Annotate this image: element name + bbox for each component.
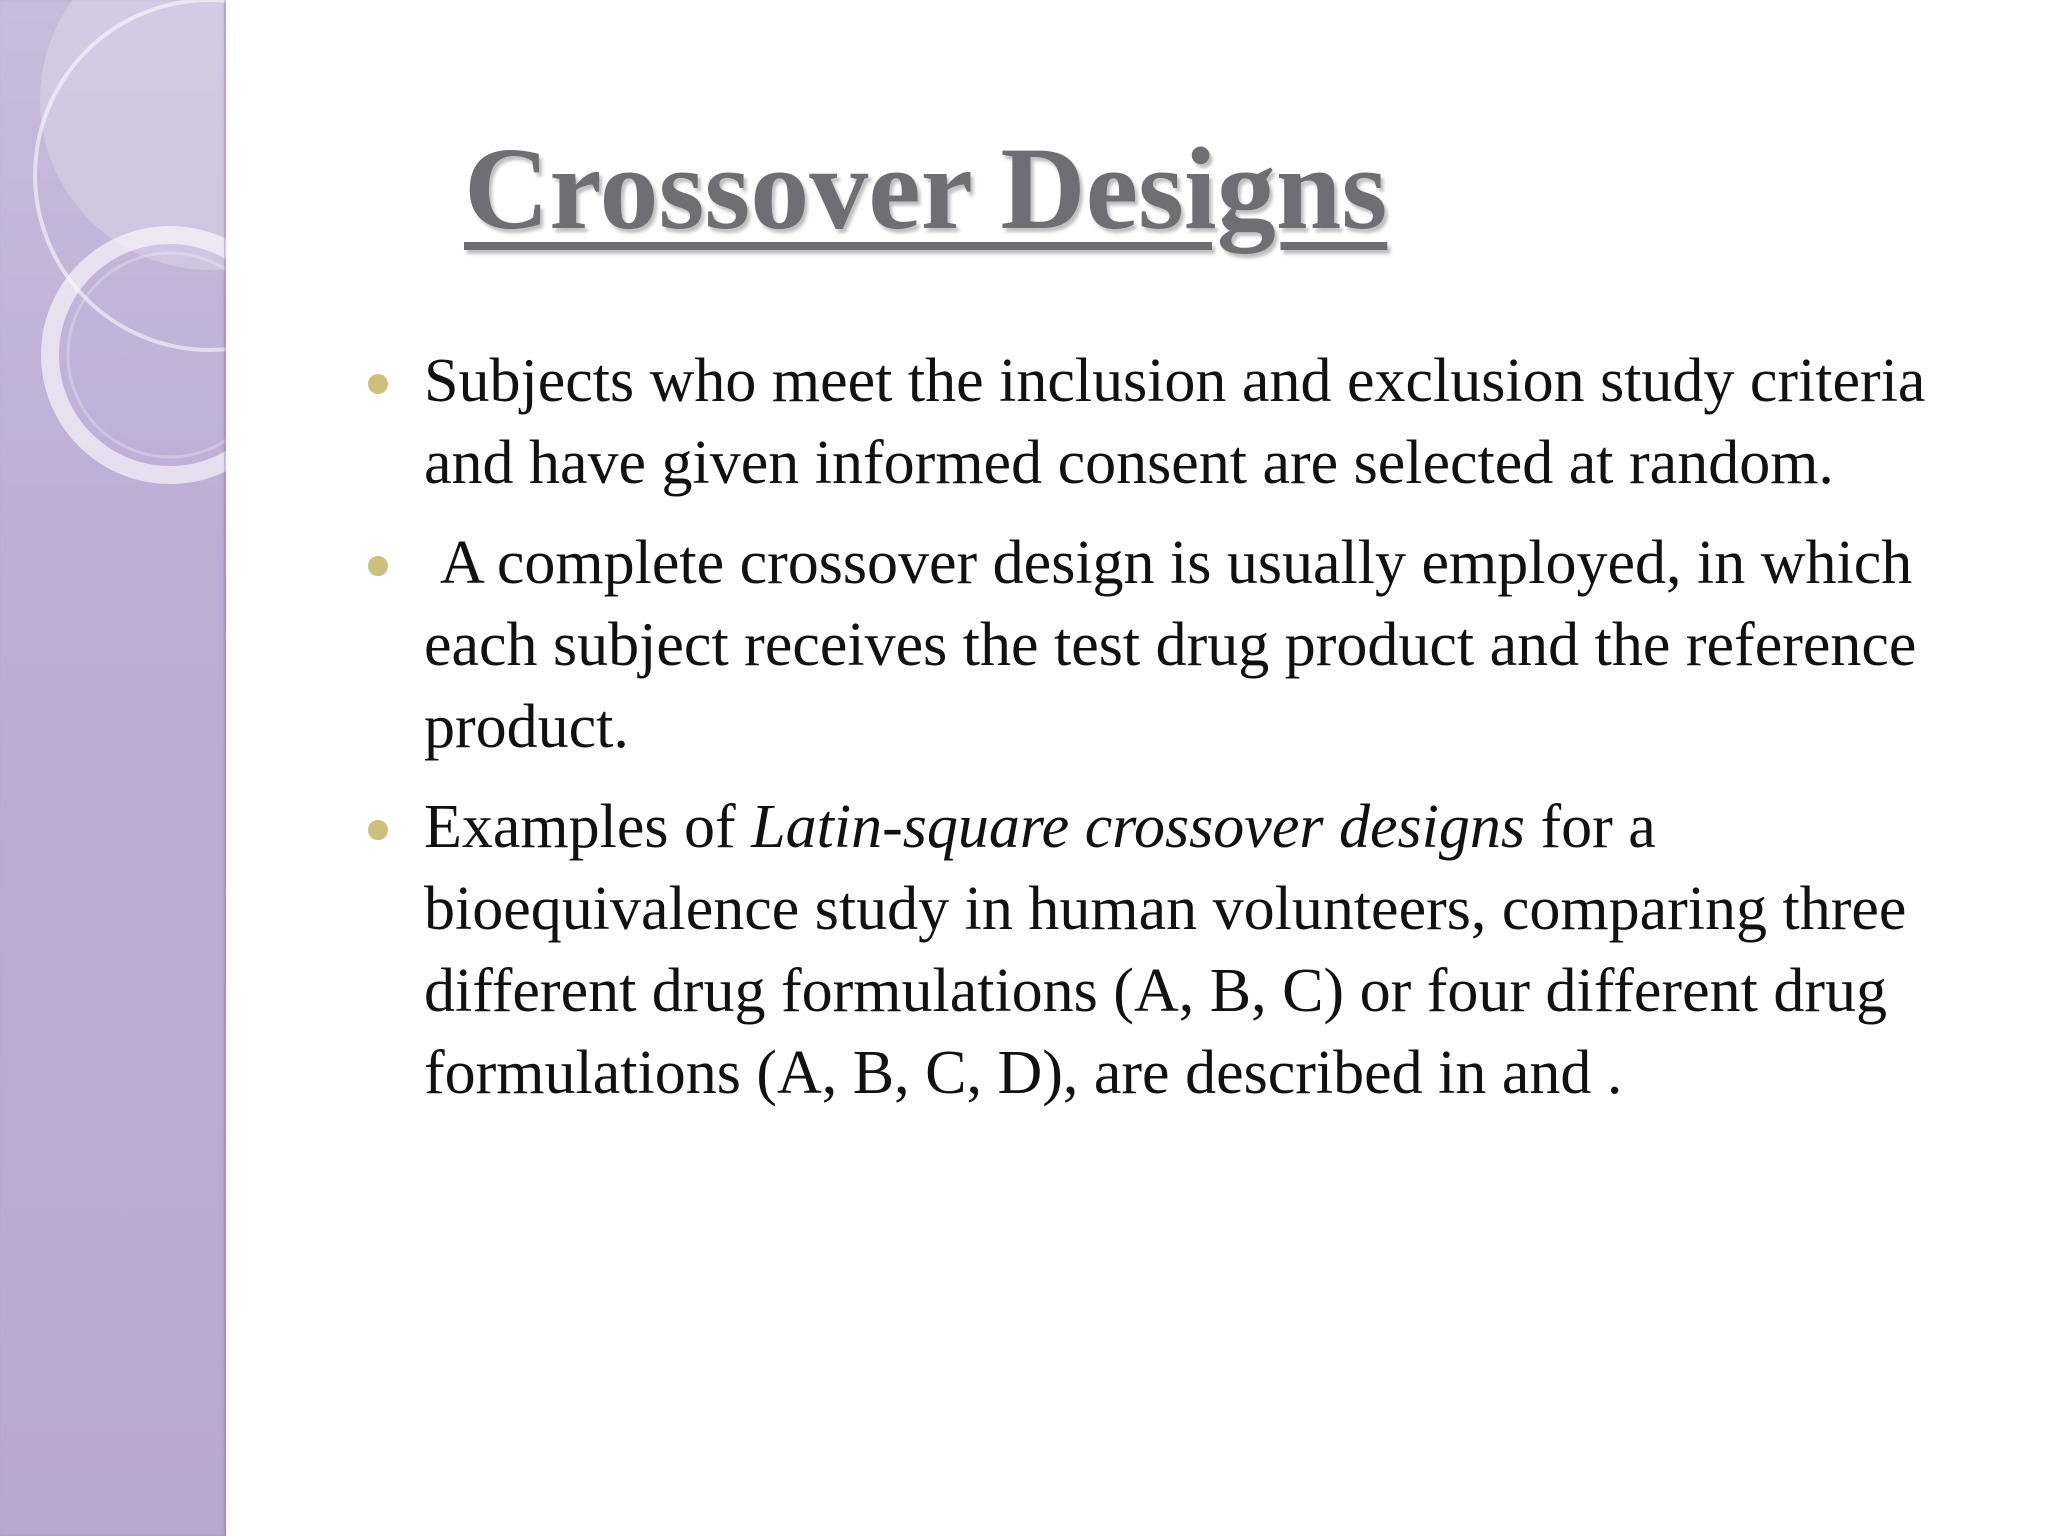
rings-decoration-icon bbox=[0, 0, 226, 520]
bullet-text: Subjects who meet the inclusion and exclusion study criteria and have given informed consent are selected at random. bbox=[424, 347, 1926, 497]
bullet-item bbox=[360, 522, 2030, 768]
bullet-dot-icon bbox=[368, 820, 388, 840]
bullet-text-after: for a bioequivalence study in human volunteers, comparing three different drug formulations (A, B, C) or four different drug formulations (A, B, C, D), are described in and . bbox=[424, 793, 1907, 1107]
bullet-item bbox=[360, 786, 2030, 1114]
bullet-item bbox=[360, 340, 2030, 504]
bullet-list bbox=[360, 340, 2030, 1132]
decorative-sidebar bbox=[0, 0, 226, 1536]
slide-title: Crossover Designs bbox=[464, 123, 1388, 254]
bullet-text-before: Examples of bbox=[424, 793, 752, 861]
bullet-dot-icon bbox=[368, 556, 388, 576]
bullet-text: A complete crossover design is usually employed, in which each subject receives the test drug product and the reference product. bbox=[424, 529, 1917, 761]
bullet-text-italic: Latin-square crossover designs bbox=[751, 793, 1525, 861]
bullet-dot-icon bbox=[368, 374, 388, 394]
